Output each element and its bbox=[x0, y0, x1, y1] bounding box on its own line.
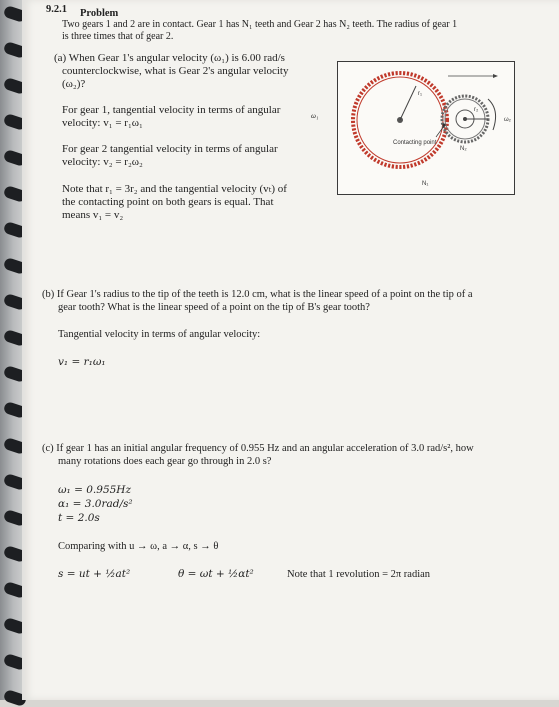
gear1-radius-line bbox=[400, 86, 416, 120]
contacting-point-label: Contacting point bbox=[393, 140, 437, 146]
gear2-velocity-line2: velocity: v₂ = r₂ω₂ bbox=[62, 156, 143, 168]
part-b-question-line2: gear tooth? What is the linear speed of a point on the tip of B's gear tooth? bbox=[58, 302, 370, 313]
contact-point bbox=[443, 124, 446, 127]
n2-label: N₂ bbox=[460, 146, 467, 152]
gear1-velocity-line2: velocity: v₁ = r₁ω₁ bbox=[62, 117, 143, 129]
given-alpha: α₁ = 3.0rad/s² bbox=[58, 498, 133, 510]
given-omega: ω₁ = 0.955Hz bbox=[58, 484, 131, 496]
part-c-question-line1: (c) If gear 1 has an initial angular frequency of 0.955 Hz and an angular acceleration of 3.0 rad/s², how bbox=[42, 443, 474, 454]
gear1-velocity-line1: For gear 1, tangential velocity in terms of angular bbox=[62, 104, 281, 116]
problem-intro-line2: is three times that of gear 2. bbox=[62, 31, 174, 42]
gear2-velocity-line1: For gear 2 tangential velocity in terms of angular bbox=[62, 143, 278, 155]
note-line2: the contacting point on both gears is equal. That bbox=[62, 196, 274, 208]
n1-label: N₁ bbox=[422, 181, 429, 187]
comparing-line: Comparing with u → ω, a → α, s → θ bbox=[58, 541, 219, 552]
r1-label: r₁ bbox=[418, 91, 423, 97]
angular-displacement-equation: θ = ωt + ½αt² bbox=[178, 568, 254, 580]
note-line3: means v₁ = v₂ bbox=[62, 209, 124, 221]
part-a-question-line1: (a) When Gear 1's angular velocity (ω₁) is 6.00 rad/s bbox=[54, 52, 285, 64]
gear2-rotation-arrow bbox=[488, 99, 496, 130]
problem-number: 9.2.1 bbox=[46, 4, 67, 15]
gears-diagram bbox=[337, 61, 515, 195]
omega2-label: ω₂ bbox=[504, 117, 512, 123]
problem-intro-line1: Two gears 1 and 2 are in contact. Gear 1 has N₁ teeth and Gear 2 has N₂ teeth. The radius of gear 1 bbox=[62, 19, 458, 30]
part-a-question-line2: counterclockwise, what is Gear 2's angular velocity bbox=[62, 65, 289, 77]
note-line1: Note that r₁ = 3r₂ and the tangential velocity (vₜ) of bbox=[62, 183, 287, 195]
gears-drawing bbox=[338, 62, 514, 194]
problem-heading: Problem bbox=[80, 8, 119, 19]
part-c-question-line2: many rotations does each gear go through in 2.0 s? bbox=[58, 456, 272, 467]
part-b-tangential-heading: Tangential velocity in terms of angular velocity: bbox=[58, 329, 261, 340]
r2-label: r₂ bbox=[474, 107, 479, 113]
omega1-outer-label: ω₁ bbox=[311, 112, 319, 120]
displacement-equation: s = ut + ½at² bbox=[58, 568, 131, 580]
revolution-note: Note that 1 revolution = 2π radian bbox=[287, 569, 431, 580]
tangent-arrowhead bbox=[493, 74, 498, 78]
part-b-equation: v₁ = r₁ω₁ bbox=[58, 356, 106, 368]
given-time: t = 2.0s bbox=[58, 512, 100, 524]
part-b-question-line1: (b) If Gear 1's radius to the tip of the teeth is 12.0 cm, what is the linear speed of a point on the tip of a bbox=[42, 289, 473, 300]
part-a-question-line3: (ω₂)? bbox=[62, 78, 86, 90]
